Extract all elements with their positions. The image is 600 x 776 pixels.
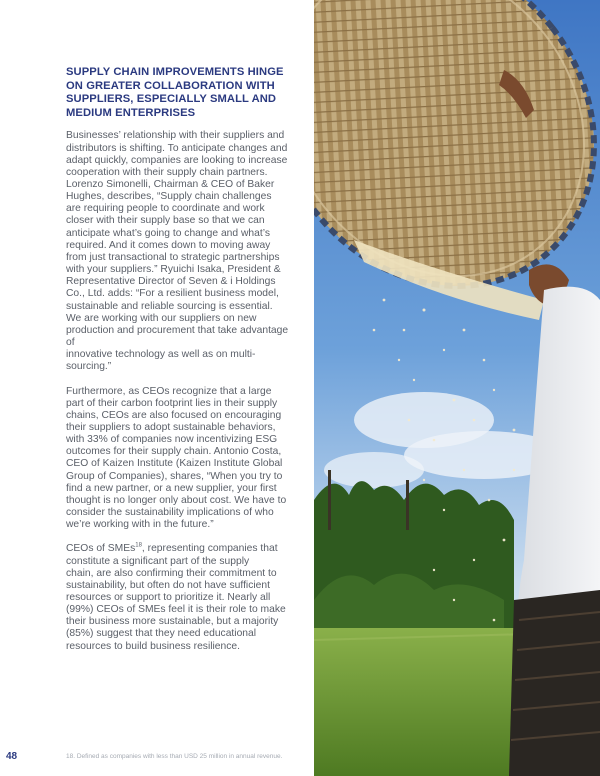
paragraph-smes-rest: , representing companies that constitute a significant part of the supply chain, are also confirming their commitment to sustainability, but often do not have sufficient resources or support to prioritize it. Nearly all (99%) CEOs of SMEs feel it is their role to make their business more sustainable, but a majority (85%) suggest that they need educational resources to build business resilience. xyxy=(66,543,286,652)
page-number: 48 xyxy=(6,751,18,762)
article-column xyxy=(66,66,294,665)
paragraph-smes-lead: CEOs of SMEs xyxy=(66,543,136,555)
paragraph-carbon-footprint: Furthermore, as CEOs recognize that a large part of their carbon footprint lies in their supply chains, CEOs are also focused on encouraging their suppliers to adopt sustainable behaviors, with 33% of companies now incentivizing ESG outcomes for their supply chain. Antonio Costa, CEO of Kaizen Institute (Kaizen Institute Global Group of Companies), shares, “When you try to find a new partner, or a new supplier, your first thought is no longer only about cost. We have to consider the sustainability implications of who we’re working with in the future.” xyxy=(66,385,287,531)
footnote: 18. Defined as companies with less than USD 25 million in annual revenue. xyxy=(66,753,283,760)
section-heading: SUPPLY CHAIN IMPROVEMENTS HINGE ON GREATER COLLABORATION WITH SUPPLIERS, ESPECIALLY SMALL AND MEDIUM ENTERPRISES xyxy=(66,66,284,119)
paragraph-smes xyxy=(66,543,294,652)
footnote-reference: 18 xyxy=(135,542,142,549)
paragraph-supplier-relationships: Businesses’ relationship with their suppliers and distributors is shifting. To anticipate changes and adapt quickly, companies are looking to increase cooperation with their supply chain partners. Lorenzo Simonelli, Chairman & CEO of Baker Hughes, describes, “Supply chain challenges are requiring people to coordinate and work closer with their supply base so that we can anticipate what’s going to change and what’s required. And it comes down to moving away from just transactional to strategic partnerships with your suppliers.” Ryuichi Isaka, President & Representative Director of Seven & i Holdings Co., Ltd. adds: “For a resilient business model, sustainable and reliable sourcing is essential. We are working with our suppliers on new production and procurement that take advantage of innovative technology as well as on multi-sourcing.” xyxy=(66,130,289,373)
rice-winnowing-photo xyxy=(314,0,600,776)
